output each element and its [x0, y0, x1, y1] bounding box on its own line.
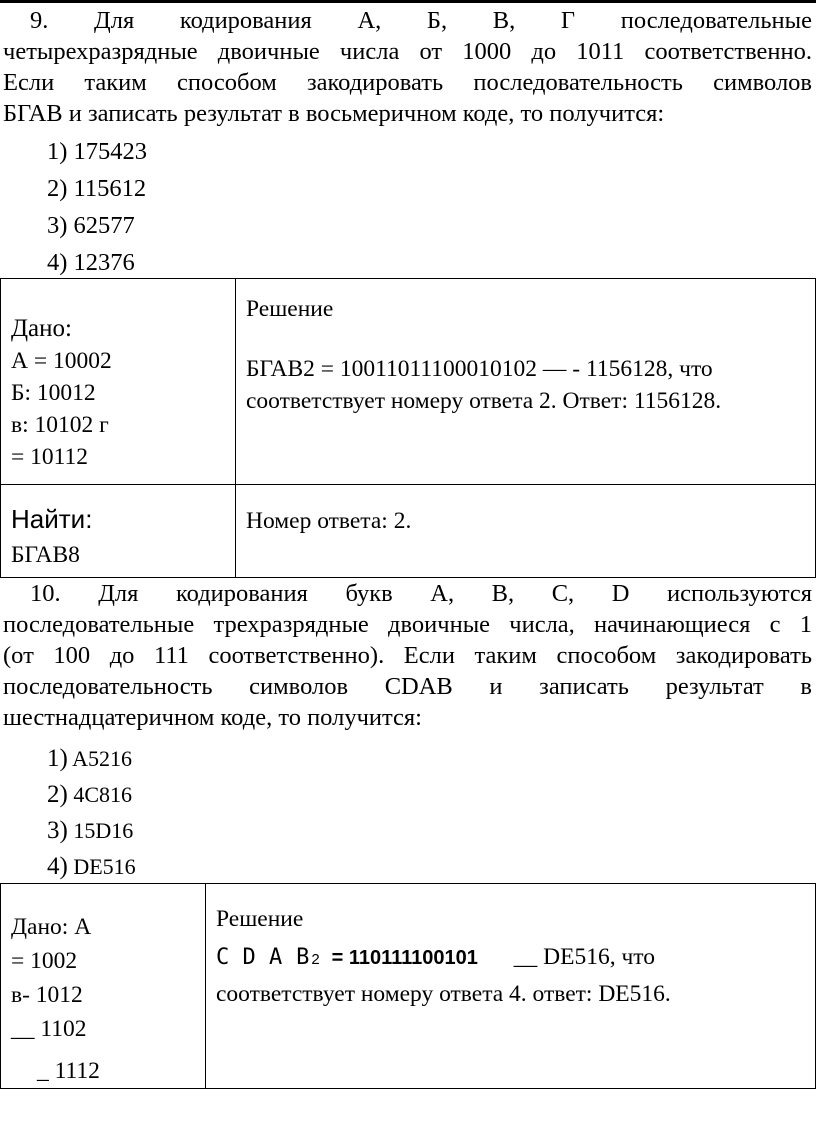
given-title: Дано: А — [11, 914, 92, 940]
answer-option: 1) 175423 — [47, 138, 148, 165]
answer-option: 1) A5216 — [47, 745, 133, 772]
task9-line: Если таким способом закодировать последовательность символов — [3, 69, 812, 96]
answer-option: 2) 4C816 — [47, 781, 133, 808]
answer-option: 2) 115612 — [47, 175, 147, 202]
top-rule — [0, 0, 816, 3]
answer-number: Номер ответа: 2. — [246, 508, 412, 534]
solution-title: Решение — [246, 296, 334, 322]
task9-line: БГАВ и записать результат в восьмеричном коде, то получится: — [3, 100, 665, 127]
task10-line: 10. Для кодирования букв A, B, C, D используются — [30, 580, 812, 607]
task9-answers — [47, 133, 147, 281]
solution-line: соответствует номеру ответа 4. ответ: DE516. — [216, 981, 671, 1007]
given-cell — [1, 279, 236, 485]
solution-line: C D A B 2 = 110111100101 __ DE516, что — [216, 944, 655, 970]
answer-option: 4) DE516 — [47, 853, 136, 880]
task10-text — [3, 578, 812, 733]
given-line: _ 1112 — [37, 1058, 100, 1084]
answer-number-cell — [236, 485, 816, 578]
solution-cell — [236, 279, 816, 485]
answer-option: 4) 12376 — [47, 249, 135, 276]
task9-text — [3, 5, 812, 129]
find-value: БГАВ8 — [11, 542, 80, 568]
task10-line: (от 100 до 111 соответственно). Если таким способом закодировать — [3, 642, 812, 669]
task9-line: четырехразрядные двоичные числа от 1000 до 1011 соответственно. — [3, 38, 812, 65]
given-line: А = 10002 — [11, 348, 112, 374]
answer-option: 3) 62577 — [47, 212, 135, 239]
task10-solution-table — [0, 883, 816, 1089]
task10-line: последовательность символов CDAB и записать результат в — [3, 673, 812, 700]
task10-line: шестнадцатеричном коде, то получится: — [3, 704, 422, 731]
given-line: в- 1012 — [11, 982, 83, 1008]
solution-cell — [206, 884, 816, 1089]
given-title: Дано: — [11, 315, 72, 342]
given-line: __ 1102 — [11, 1016, 87, 1042]
given-line: = 10112 — [11, 444, 89, 470]
find-cell — [1, 485, 236, 578]
solution-line: соответствует номеру ответа 2. Ответ: 1156128. — [246, 388, 722, 414]
task10-line: последовательные трехразрядные двоичные числа, начинающиеся с 1 — [3, 611, 812, 638]
given-line: = 1002 — [11, 948, 78, 974]
task10-answers — [47, 741, 136, 885]
task9-solution-table — [0, 278, 816, 578]
task9-line: 9. Для кодирования А, Б, В, Г последовательные — [30, 7, 812, 34]
given-cell — [1, 884, 206, 1089]
given-line: Б: 10012 — [11, 380, 96, 406]
answer-option: 3) 15D16 — [47, 817, 134, 844]
solution-line: БГАВ2 = 10011011100010102 — - 1156128, что — [246, 356, 713, 382]
solution-title: Решение — [216, 906, 304, 932]
given-line: в: 10102 г — [11, 412, 109, 438]
find-title: Найти: — [11, 504, 93, 534]
